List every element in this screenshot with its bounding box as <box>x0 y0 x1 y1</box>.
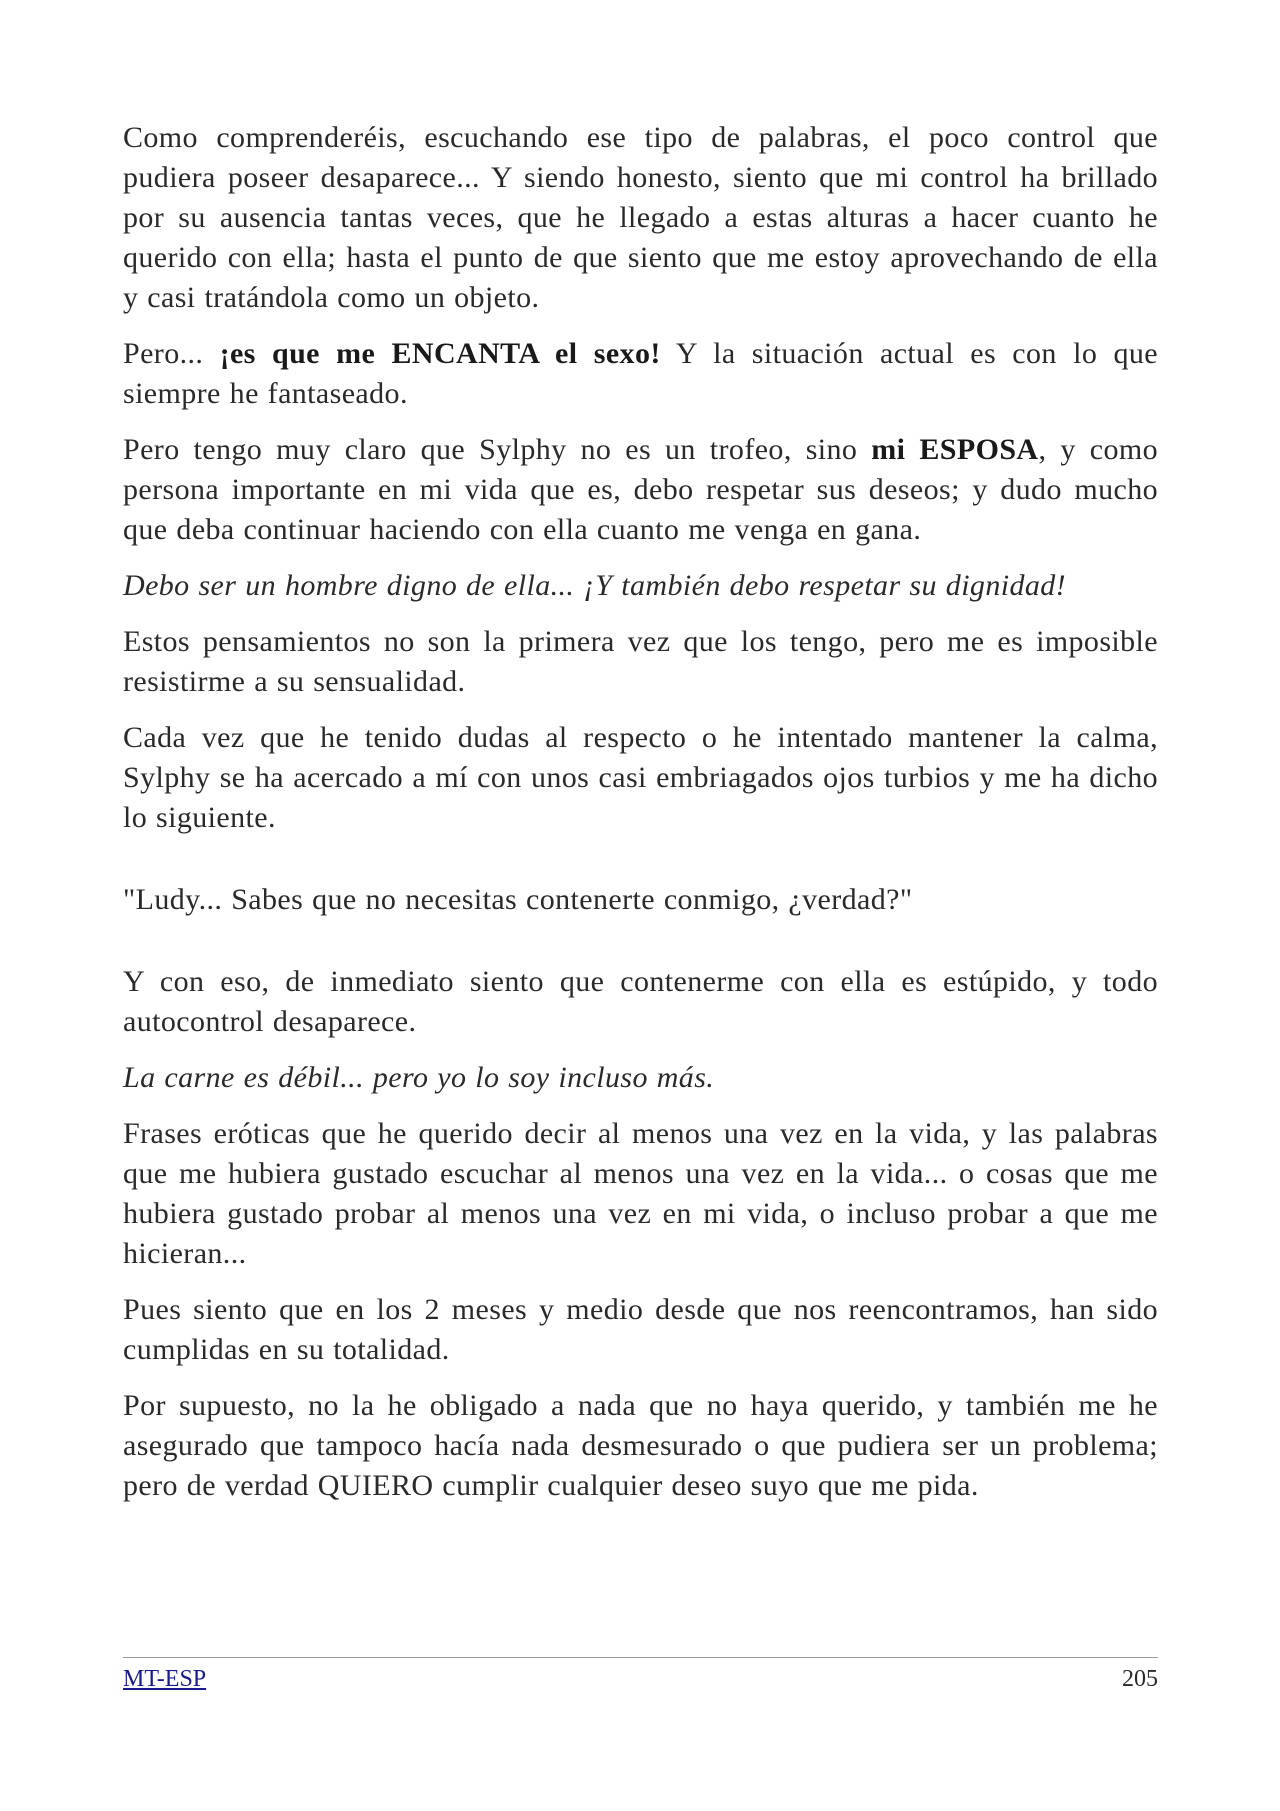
document-body <box>123 118 1158 1522</box>
paragraph-3-emphasis: mi ESPOSA <box>871 433 1039 466</box>
paragraph-2-end: Y la situación actual es con lo que siempre he fantaseado. <box>123 337 1158 410</box>
page-number: 205 <box>1122 1666 1158 1692</box>
paragraph-12: Por supuesto, no la he obligado a nada que no haya querido, y también me he asegurado que tampoco hacía nada desmesurado o que pudiera ser un problema; pero de verdad QUIERO cumplir cualquier deseo suyo que me pida. <box>123 1389 1158 1502</box>
paragraph-8: Y con eso, de inmediato siento que contenerme con ella es estúpido, y todo autocontrol desaparece. <box>123 965 1158 1038</box>
page-footer <box>123 1657 1158 1694</box>
paragraph-2 <box>123 334 1158 414</box>
paragraph-4-thought: Debo ser un hombre digno de ella... ¡Y también debo respetar su dignidad! <box>123 569 1067 602</box>
footer-source-link[interactable]: MT-ESP <box>123 1666 207 1692</box>
paragraph-1: Como comprenderéis, escuchando ese tipo de palabras, el poco control que pudiera poseer desaparece... Y siendo honesto, siento que mi control ha brillado por su ausencia tantas veces, que he llegado a estas alturas a hacer cuanto he querido con ella; hasta el punto de que siento que me estoy aprovechando de ella y casi tratándola como un objeto. <box>123 121 1158 314</box>
paragraph-3-start: Pero tengo muy claro que Sylphy no es un trofeo, sino <box>123 433 872 466</box>
paragraph-5: Estos pensamientos no son la primera vez que los tengo, pero me es imposible resistirme a su sensualidad. <box>123 625 1158 698</box>
paragraph-2-start: Pero... <box>123 337 220 370</box>
paragraph-7-dialogue: "Ludy... Sabes que no necesitas contenerte conmigo, ¿verdad?" <box>123 883 913 916</box>
paragraph-6: Cada vez que he tenido dudas al respecto o he intentado mantener la calma, Sylphy se ha acercado a mí con unos casi embriagados ojos turbios y me ha dicho lo siguiente. <box>123 721 1158 834</box>
paragraph-9-thought: La carne es débil... pero yo lo soy incluso más. <box>123 1061 715 1094</box>
paragraph-10: Frases eróticas que he querido decir al menos una vez en la vida, y las palabras que me hubiera gustado escuchar al menos una vez en la vida... o cosas que me hubiera gustado probar al menos una vez en mi vida, o incluso probar a que me hicieran... <box>123 1117 1158 1270</box>
paragraph-3 <box>123 430 1158 550</box>
paragraph-3-end: , y como persona importante en mi vida que es, debo respetar sus deseos; y dudo mucho que deba continuar haciendo con ella cuanto me venga en gana. <box>123 433 1158 546</box>
paragraph-11: Pues siento que en los 2 meses y medio desde que nos reencontramos, han sido cumplidas en su totalidad. <box>123 1293 1158 1366</box>
paragraph-2-emphasis: ¡es que me ENCANTA el sexo! <box>219 337 661 370</box>
